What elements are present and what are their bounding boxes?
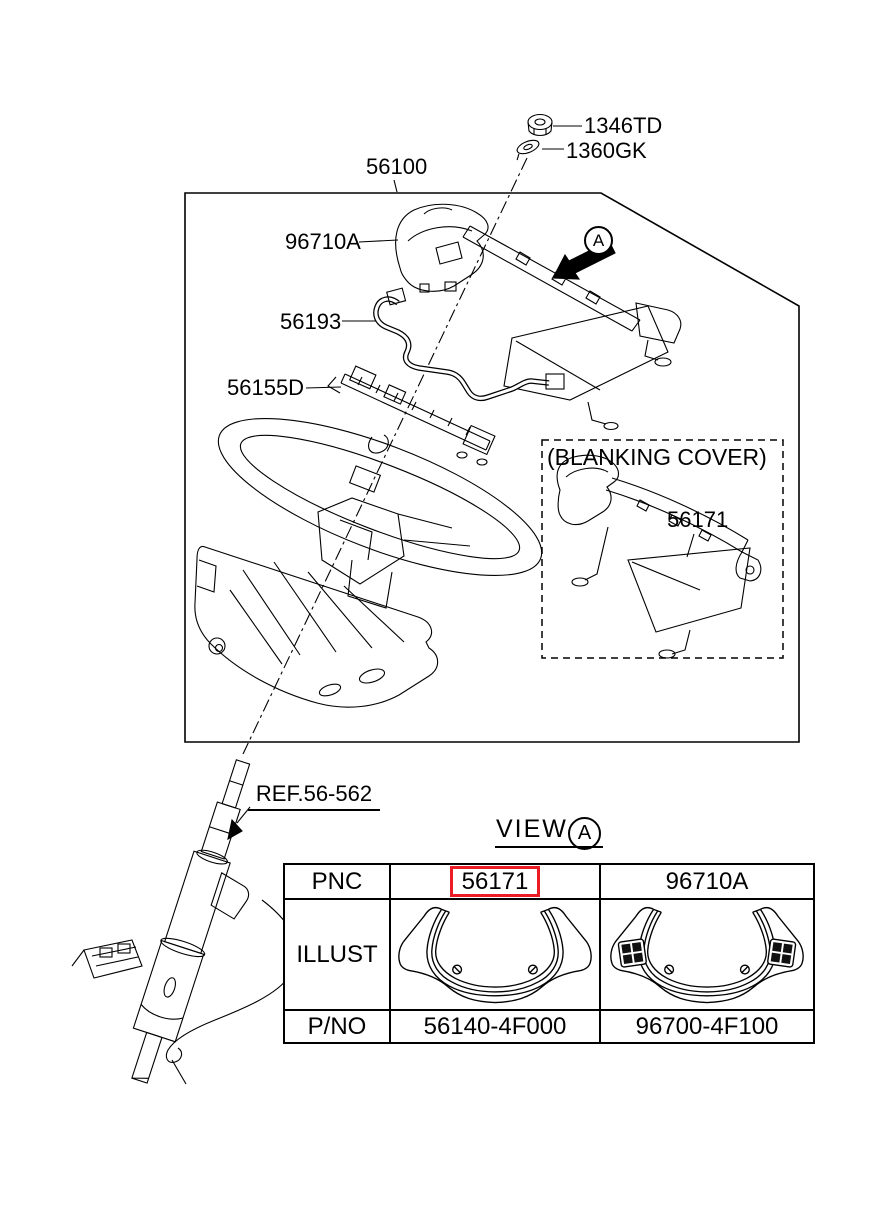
pno-value: 56140-4F000 <box>423 1012 567 1040</box>
garnish-strip-drawing <box>463 226 640 331</box>
pno-cell-56140[interactable] <box>391 1011 599 1042</box>
highlighted-pnc-value[interactable]: 56171 <box>450 866 541 897</box>
view-title-underline <box>495 846 603 848</box>
blanking-cover-drawing <box>557 455 761 658</box>
remote-control-cover-illustration <box>605 903 809 1007</box>
bracket-label: 56155D <box>227 375 305 400</box>
pnc-value: 96710A <box>665 867 749 895</box>
table-header-illust: ILLUST <box>285 900 389 1009</box>
blanking-cover-label: 56171 <box>667 507 729 532</box>
washer-label: 1360GK <box>566 138 647 163</box>
ref-arrow-icon <box>228 820 242 839</box>
blanking-box-title: (BLANKING COVER) <box>547 444 767 470</box>
view-a-letter: A <box>577 822 592 844</box>
table-header-pnc: PNC <box>285 865 389 898</box>
side-cover-drawing <box>504 303 681 430</box>
blanking-cover-illustration <box>393 903 597 1007</box>
assembly-label: 56100 <box>366 154 428 179</box>
lower-shroud-drawing <box>195 547 438 708</box>
nut-drawing <box>528 115 552 136</box>
steering-wheel-drawing <box>201 387 559 608</box>
view-title: VIEW <box>496 815 568 843</box>
washer-drawing <box>512 138 542 160</box>
pnc-table <box>283 863 815 1044</box>
blanking-cover-box <box>542 440 783 658</box>
detail-a-marker <box>584 226 613 255</box>
wiring-label: 56193 <box>280 309 342 334</box>
upper-cover-drawing <box>396 204 488 292</box>
detail-a-letter: A <box>592 230 605 250</box>
pno-cell-96700[interactable] <box>601 1011 813 1042</box>
nut-label: 1346TD <box>584 113 663 138</box>
column-ref-label: REF.56-562 <box>248 783 380 811</box>
wiring-drawing <box>376 288 564 398</box>
table-header-pno: P/NO <box>285 1011 389 1042</box>
pno-value: 96700-4F100 <box>635 1012 779 1040</box>
bracket-drawing <box>328 366 495 465</box>
upper-cover-label: 96710A <box>285 229 361 254</box>
pnc-cell-56171[interactable] <box>391 865 599 898</box>
illust-cell-blanking-cover <box>391 900 599 1009</box>
pnc-cell-96710a[interactable] <box>601 865 813 898</box>
illust-cell-remote-cover <box>601 900 813 1009</box>
